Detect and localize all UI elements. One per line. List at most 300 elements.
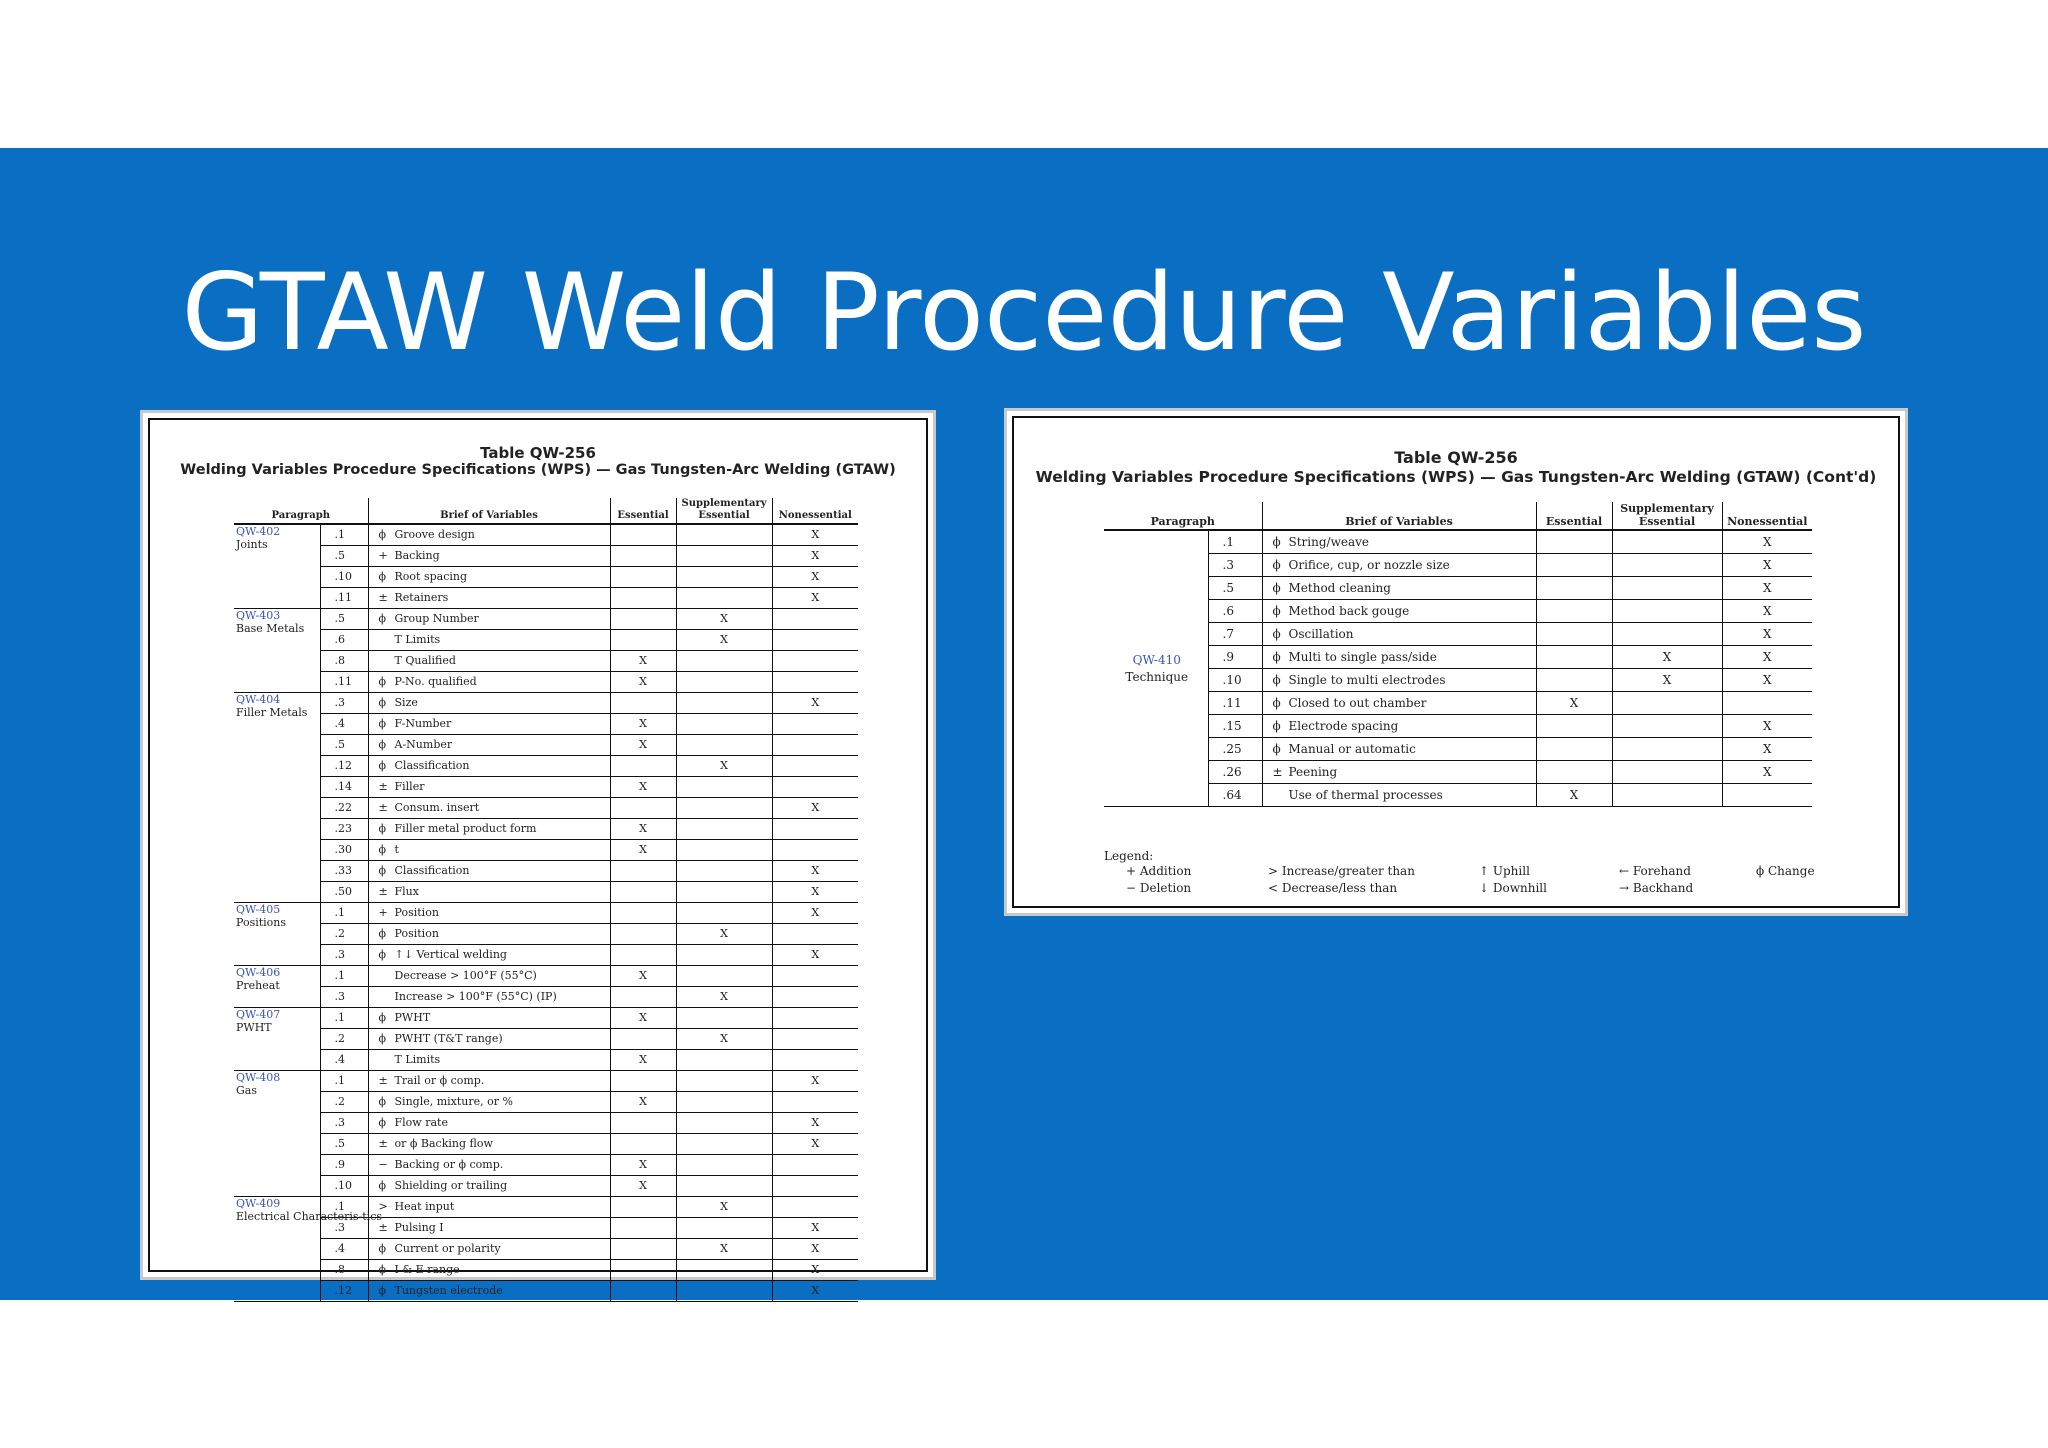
variable-brief: T Qualified [394,654,456,667]
cell-number: .12 [320,1281,368,1302]
cell-brief [1262,715,1536,738]
cell-nonessential [772,756,858,777]
cell-brief [368,714,610,735]
variable-brief: A-Number [394,738,453,751]
cell-number: .4 [320,1239,368,1260]
cell-supplementary [676,524,772,546]
table-row [1104,784,1812,807]
cell-number: .2 [320,924,368,945]
cell-brief [368,756,610,777]
cell-essential: X [610,1155,676,1176]
cell-nonessential [772,1197,858,1218]
variable-symbol: ϕ [1272,604,1281,618]
table-row [234,1260,858,1281]
cell-essential [610,903,676,924]
table-row [234,546,858,567]
cell-essential [610,1281,676,1302]
cell-essential [610,524,676,546]
variable-brief: Heat input [394,1200,455,1213]
cell-nonessential: X [772,903,858,924]
cell-number: .8 [320,1260,368,1281]
variable-brief: Flux [394,885,419,898]
cell-number: .1 [320,966,368,987]
cell-number: .1 [320,1071,368,1092]
cell-brief [1262,738,1536,761]
cell-brief [1262,761,1536,784]
cell-nonessential: X [1722,577,1812,600]
variable-symbol: + [378,549,388,562]
cell-brief [368,693,610,714]
cell-supplementary: X [676,609,772,630]
cell-supplementary: X [676,1197,772,1218]
header-brief: Brief of Variables [368,498,610,524]
cell-essential: X [610,840,676,861]
cell-brief [1262,554,1536,577]
table-left [234,498,858,1302]
variable-symbol: ϕ [1272,742,1281,756]
table-row [234,524,858,546]
cell-number: .5 [1208,577,1262,600]
cell-nonessential [772,651,858,672]
cell-number: .3 [320,1113,368,1134]
cell-supplementary [676,714,772,735]
cell-brief [368,882,610,903]
table-row [234,1092,858,1113]
variable-symbol: ± [378,780,388,793]
cell-number: .10 [1208,669,1262,692]
cell-essential [1536,577,1612,600]
cell-nonessential: X [772,693,858,714]
cell-number: .11 [320,672,368,693]
variable-symbol: ± [378,591,388,604]
variable-brief: I & E range [394,1263,460,1276]
cell-number: .4 [320,714,368,735]
cell-number: .7 [1208,623,1262,646]
cell-nonessential [772,987,858,1008]
cell-supplementary [676,1155,772,1176]
cell-supplementary [676,798,772,819]
cell-brief [368,1113,610,1134]
cell-number: .9 [320,1155,368,1176]
cell-nonessential [772,924,858,945]
variable-brief: Backing or ϕ comp. [394,1158,504,1171]
cell-brief [1262,600,1536,623]
variable-brief: PWHT [394,1011,431,1024]
cell-number: .15 [1208,715,1262,738]
cell-brief [368,924,610,945]
cell-supplementary [676,588,772,609]
cell-supplementary [676,1050,772,1071]
table-row [1104,600,1812,623]
variable-symbol: + [378,906,388,919]
cell-supplementary [676,1092,772,1113]
cell-essential [610,924,676,945]
paragraph-code: QW-407 [236,1008,281,1021]
cell-brief [368,1029,610,1050]
cell-paragraph [234,1071,320,1197]
cell-number: .5 [320,609,368,630]
table-row [234,798,858,819]
table-row [234,1134,858,1155]
variable-brief: P-No. qualified [394,675,477,688]
variable-symbol: ϕ [378,864,387,877]
variable-brief: or ϕ Backing flow [394,1137,493,1150]
variable-brief: PWHT (T&T range) [394,1032,503,1045]
variable-symbol: ϕ [378,612,387,625]
table-row [234,777,858,798]
table-row [234,840,858,861]
cell-brief [368,840,610,861]
variable-symbol: ϕ [378,1242,387,1255]
cell-nonessential: X [1722,530,1812,554]
variable-symbol: ϕ [378,1032,387,1045]
cell-supplementary [676,819,772,840]
paragraph-name: Joints [236,538,268,551]
cell-essential [610,945,676,966]
cell-number: .5 [320,735,368,756]
variable-symbol: ϕ [1272,558,1281,572]
variable-brief: Position [394,906,439,919]
cell-supplementary [676,1281,772,1302]
table-row [234,1197,858,1218]
legend-forehand: ← Forehand [1619,864,1691,878]
cell-nonessential: X [772,1134,858,1155]
cell-supplementary [1612,761,1722,784]
cell-brief [368,672,610,693]
table-row [234,1239,858,1260]
cell-brief [1262,530,1536,554]
table-row [234,714,858,735]
cell-supplementary [676,693,772,714]
cell-essential: X [1536,692,1612,715]
variable-brief: Classification [394,759,470,772]
cell-supplementary [1612,715,1722,738]
table-row [234,1281,858,1302]
paragraph-name: Preheat [236,979,280,992]
cell-brief [368,609,610,630]
table-panel-left [140,410,936,1297]
variable-symbol: ϕ [1272,719,1281,733]
legend-addition: + Addition [1126,864,1192,878]
cell-brief [368,1197,610,1218]
cell-supplementary [676,546,772,567]
paragraph-code: QW-403 [236,609,281,622]
header-nonessential: Nonessential [1722,502,1812,530]
header-supplementary: Supplementary Essential [676,498,772,524]
cell-nonessential: X [772,1260,858,1281]
variable-symbol: ± [378,801,388,814]
table-row [1104,646,1812,669]
variable-symbol: ϕ [378,696,387,709]
variable-brief: Trail or ϕ comp. [394,1074,485,1087]
cell-paragraph [234,693,320,903]
variable-brief: Group Number [394,612,479,625]
table-row [1104,669,1812,692]
cell-supplementary [676,1218,772,1239]
cell-supplementary [676,903,772,924]
variable-symbol: ϕ [378,927,387,940]
cell-essential [610,588,676,609]
cell-supplementary [676,945,772,966]
cell-supplementary [676,861,772,882]
table-left-title: Table QW-256 [480,444,596,462]
table-row [234,756,858,777]
table-right-subtitle: Welding Variables Procedure Specifications (WPS) — Gas Tungsten-Arc Welding (GTAW) (Cont'd) [1035,468,1877,486]
cell-brief [368,1155,610,1176]
cell-brief [368,1260,610,1281]
variable-brief: String/weave [1288,535,1369,549]
cell-supplementary [1612,692,1722,715]
cell-brief [368,1239,610,1260]
cell-number: .1 [1208,530,1262,554]
cell-essential [1536,669,1612,692]
cell-nonessential [772,1092,858,1113]
cell-supplementary [676,672,772,693]
cell-number: .1 [320,524,368,546]
table-row [234,1155,858,1176]
cell-supplementary [676,1113,772,1134]
variable-brief: Filler [394,780,425,793]
variable-brief: Decrease > 100°F (55°C) [394,969,537,982]
cell-brief [368,798,610,819]
cell-nonessential: X [772,588,858,609]
cell-nonessential: X [772,861,858,882]
cell-number: .3 [1208,554,1262,577]
cell-essential: X [610,672,676,693]
legend-increase: > Increase/greater than [1268,864,1415,878]
paragraph-code: QW-406 [236,966,281,979]
paragraph-name: Filler Metals [236,706,308,719]
variable-symbol: ϕ [1272,535,1281,549]
variable-symbol: ± [1272,765,1283,779]
variable-brief: Position [394,927,439,940]
cell-nonessential: X [1722,600,1812,623]
table-row [1104,715,1812,738]
cell-supplementary [1612,784,1722,807]
cell-number: .5 [320,546,368,567]
paragraph-name: Electrical Characteris-tics [236,1210,382,1223]
cell-number: .8 [320,651,368,672]
cell-brief [368,630,610,651]
cell-nonessential: X [1722,623,1812,646]
cell-essential: X [610,1176,676,1197]
variable-brief: Single to multi electrodes [1288,673,1446,687]
paragraph-code: QW-409 [236,1197,281,1210]
variable-brief: Backing [394,549,440,562]
cell-essential: X [1536,784,1612,807]
cell-brief [368,777,610,798]
cell-essential [610,1197,676,1218]
cell-essential [610,861,676,882]
variable-symbol: ϕ [378,738,387,751]
cell-supplementary [676,1260,772,1281]
table-right-header-row [1104,502,1812,530]
cell-supplementary [676,840,772,861]
table-row [234,1113,858,1134]
cell-nonessential [772,1176,858,1197]
cell-nonessential: X [772,524,858,546]
cell-supplementary [676,1008,772,1029]
variable-brief: Filler metal product form [394,822,537,835]
cell-number: .26 [1208,761,1262,784]
variable-symbol: ϕ [378,759,387,772]
cell-nonessential [772,714,858,735]
table-row [234,1050,858,1071]
cell-nonessential: X [772,1071,858,1092]
table-row [234,861,858,882]
cell-nonessential: X [1722,646,1812,669]
table-row [1104,554,1812,577]
cell-supplementary: X [1612,669,1722,692]
variable-symbol: ϕ [378,843,387,856]
cell-supplementary: X [676,987,772,1008]
table-row [234,882,858,903]
variable-brief: Orifice, cup, or nozzle size [1288,558,1450,572]
cell-number: .14 [320,777,368,798]
variable-symbol: − [378,1158,388,1171]
cell-brief [368,966,610,987]
variable-brief: F-Number [394,717,452,730]
cell-nonessential: X [1722,554,1812,577]
variable-brief: Electrode spacing [1288,719,1399,733]
cell-supplementary: X [676,630,772,651]
legend-decrease: < Decrease/less than [1268,881,1398,895]
cell-number: .30 [320,840,368,861]
cell-supplementary [676,777,772,798]
cell-nonessential: X [1722,738,1812,761]
cell-number: .2 [320,1092,368,1113]
cell-number: .11 [320,588,368,609]
table-row [234,924,858,945]
variable-brief: Retainers [394,591,449,604]
cell-brief [1262,669,1536,692]
paragraph-name: Positions [236,916,287,929]
cell-number: .22 [320,798,368,819]
cell-essential [610,567,676,588]
cell-nonessential: X [772,882,858,903]
table-row [234,1071,858,1092]
cell-nonessential [772,1029,858,1050]
table-panel-left-frame [148,418,928,1297]
cell-brief [368,987,610,1008]
cell-supplementary [1612,577,1722,600]
cell-nonessential [772,777,858,798]
table-row [234,819,858,840]
table-row [1104,761,1812,784]
variable-brief: T Limits [394,1053,441,1066]
variable-brief: Root spacing [394,570,468,583]
cell-brief [368,819,610,840]
cell-supplementary [676,882,772,903]
table-right-body [1104,530,1812,807]
slide-title: GTAW Weld Procedure Variables [181,251,1867,374]
cell-paragraph [234,1008,320,1071]
legend-backhand: → Backhand [1619,881,1694,895]
variable-brief: Multi to single pass/side [1288,650,1437,664]
cell-nonessential [772,609,858,630]
cell-essential: X [610,1008,676,1029]
table-left-header-row [234,498,858,524]
variable-brief: Oscillation [1288,627,1354,641]
cell-brief [368,588,610,609]
variable-symbol: ϕ [1272,581,1281,595]
variable-symbol: ϕ [378,1095,387,1108]
table-row [234,945,858,966]
cell-brief [368,1218,610,1239]
cell-supplementary [676,1176,772,1197]
table-row [234,693,858,714]
cell-supplementary [676,1134,772,1155]
variable-brief: T Limits [394,633,441,646]
variable-brief: Method back gouge [1288,604,1410,618]
cell-supplementary [1612,600,1722,623]
cell-nonessential [772,630,858,651]
cell-essential [1536,530,1612,554]
variable-symbol: ϕ [1272,696,1281,710]
cell-essential [610,987,676,1008]
table-row [234,588,858,609]
cell-number: .1 [320,1008,368,1029]
table-panel-right [1004,408,1908,916]
cell-number: .1 [320,1197,368,1218]
cell-nonessential: X [772,1239,858,1260]
cell-nonessential: X [772,798,858,819]
cell-brief [368,945,610,966]
cell-supplementary: X [1612,646,1722,669]
legend [1104,849,1864,909]
paragraph-name: Base Metals [236,622,305,635]
cell-nonessential [772,1155,858,1176]
cell-nonessential: X [772,1218,858,1239]
cell-supplementary [676,1071,772,1092]
table-row [1104,738,1812,761]
legend-uphill: ↑ Uphill [1479,864,1530,878]
variable-brief: Consum. insert [394,801,480,814]
variable-brief: Size [394,696,418,709]
cell-brief [368,1176,610,1197]
cell-number: .3 [320,987,368,1008]
variable-brief: Classification [394,864,470,877]
variable-brief: ↑↓ Vertical welding [394,948,507,961]
variable-brief: Manual or automatic [1288,742,1416,756]
cell-nonessential [772,672,858,693]
cell-essential [1536,600,1612,623]
legend-title: Legend: [1104,849,1154,863]
cell-supplementary [676,966,772,987]
variable-symbol: ϕ [1272,627,1281,641]
cell-number: .3 [320,1218,368,1239]
paragraph-code: QW-402 [236,525,281,538]
legend-deletion: − Deletion [1126,881,1192,895]
cell-paragraph [234,966,320,1008]
cell-nonessential: X [1722,715,1812,738]
cell-brief [368,524,610,546]
cell-nonessential [772,1008,858,1029]
cell-essential [610,1218,676,1239]
cell-brief [368,651,610,672]
cell-supplementary: X [676,1029,772,1050]
variable-brief: Flow rate [394,1116,448,1129]
cell-nonessential [1722,784,1812,807]
header-paragraph: Paragraph [234,498,368,524]
cell-brief [368,1281,610,1302]
header-essential: Essential [610,498,676,524]
table-panel-right-frame [1012,416,1900,908]
cell-essential [610,1134,676,1155]
cell-supplementary [676,567,772,588]
variable-brief: Shielding or trailing [394,1179,508,1192]
cell-number: .33 [320,861,368,882]
